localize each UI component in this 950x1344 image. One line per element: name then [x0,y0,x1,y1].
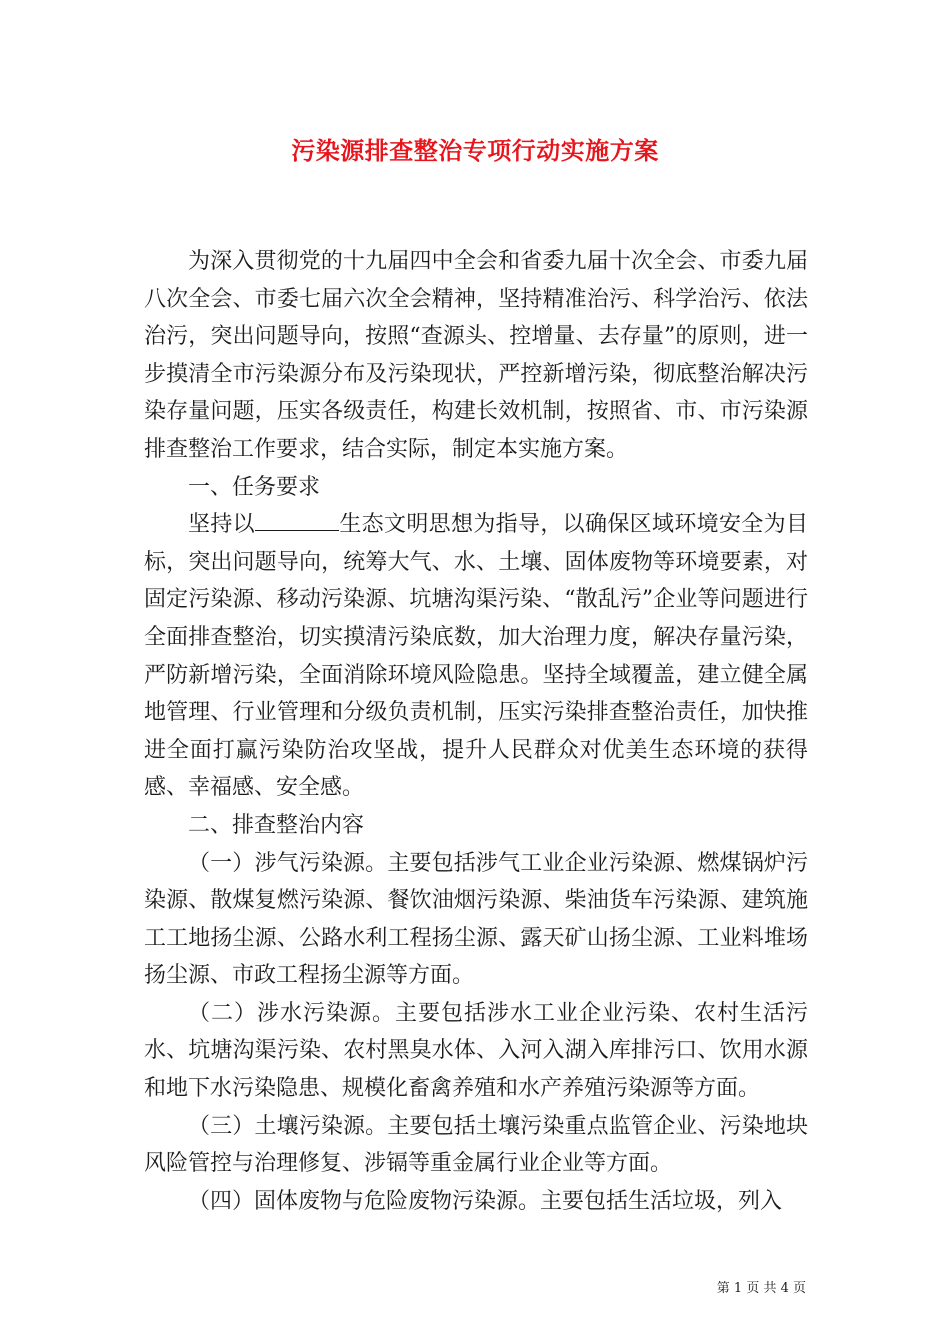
water-pollution-paragraph: （二）涉水污染源。主要包括涉水工业企业污染、农村生活污水、坑塘沟渠污染、农村黑臭水体、入河入湖入库排污口、饮用水源和地下水污染隐患、规模化畜禽养殖和水产养殖污染源等方面。 [144,1000,808,1102]
intro-paragraph: 为深入贯彻党的十九届四中全会和省委九届十次全会、市委九届八次全会、市委七届六次全会精神，坚持精准治污、科学治污、依法治污，突出问题导向，按照“查源头、控增量、去存量”的原则，进一步摸清全市污染源分布及污染现状，严控新增污染，彻底整治解决污染存量问题，压实各级责任，构建长效机制，按照省、市、市污染源排查整治工作要求，结合实际，制定本实施方案。 [144,249,808,462]
section-heading-task-requirements: 一、任务要求 [188,474,321,500]
solid-waste-paragraph: （四）固体废物与危险废物污染源。主要包括生活垃圾，列入 [188,1188,783,1214]
page-number-footer: 第 1 页 共 4 页 [716,1281,806,1296]
task-text-before-blank: 坚持以 [188,512,255,538]
air-pollution-paragraph: （一）涉气污染源。主要包括涉气工业企业污染源、燃煤锅炉污染源、散煤复燃污染源、餐饮油烟污染源、柴油货车污染源、建筑施工工地扬尘源、公路水利工程扬尘源、露天矿山扬尘源、工业料堆场扬尘源、市政工程扬尘源等方面。 [144,850,808,989]
task-text-after-blank: 生态文明思想为指导，以确保区域环境安全为目标，突出问题导向，统筹大气、水、土壤、固体废物等环境要素，对固定污染源、移动污染源、坑塘沟渠污染、“散乱污”企业等问题进行全面排查整治，切实摸清污染底数，加大治理力度，解决存量污染，严防新增污染，全面消除环境风险隐患。坚持全域覆盖，建立健全属地管理、行业管理和分级负责机制，压实污染排查整治责任，加快推进全面打赢污染防治攻坚战，提升人民群众对优美生态环境的获得感、幸福感、安全感。 [144,512,808,801]
task-requirements-paragraph [144,506,808,807]
document-body [144,243,808,1220]
soil-pollution-paragraph: （三）土壤污染源。主要包括土壤污染重点监管企业、污染地块风险管控与治理修复、涉镉等重金属行业企业等方面。 [144,1113,808,1177]
section-heading-inspection-content: 二、排查整治内容 [188,812,365,838]
fill-in-blank [255,510,339,531]
document-title: 污染源排查整治专项行动实施方案 [291,136,659,165]
